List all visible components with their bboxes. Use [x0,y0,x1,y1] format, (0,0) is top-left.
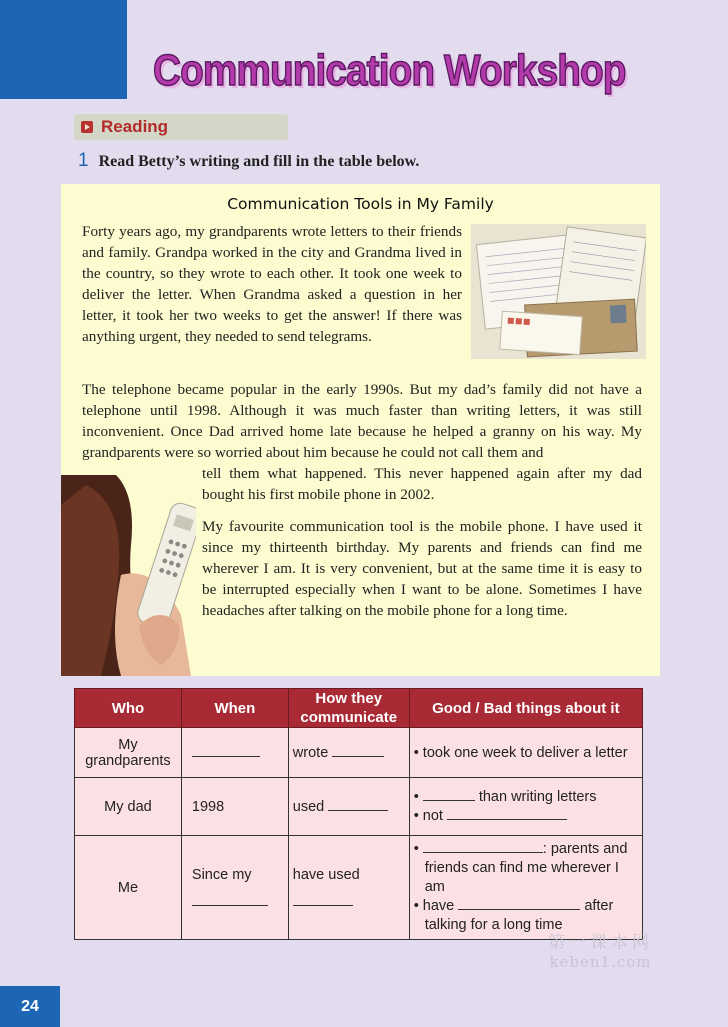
bullet-continuation: talking for a long time [424,917,563,933]
article-title: Communication Tools in My Family [227,195,494,213]
answer-blank[interactable] [192,744,260,757]
cell-how [288,836,409,940]
paragraph-dad-text: The telephone became popular in the early 1990s. But my dad’s family did not have a telephone until 1998. Although it was much faster than writing letters, it was still inconvenient. Once Dad arrived home late because he helped a granny on his way. My grandparents were so worried about him because he could not call them and [82,381,642,461]
answer-blank[interactable] [447,807,567,820]
paragraph-me: My favourite communication tool is the mobile phone. I have used it since my thirteenth birthday. My parents and friends can find me wherever I am. It is very convenient, but at the same time it is easy to be interrupted especially when I want to be alone. Sometimes I have headaches after talking on the mobile phone for a long time. [202,518,642,619]
corner-color-block [0,0,127,99]
cell-how-text: wrote [292,745,329,761]
paragraph-grandparents: Forty years ago, my grandparents wrote letters to their friends and family. Grandpa worked in the city and Grandma lived in the country, so they wrote to each other. It took one week to deliver the letter. When Grandma asked a question in her letter, it took her two weeks to get the answer! If there was anything urgent, they needed to send telegrams. [82,223,462,345]
answer-blank[interactable] [458,897,580,910]
cell-good-bad [409,778,642,836]
girl-phone-photo [61,475,196,676]
fill-in-table [74,688,643,940]
cell-when-text: 1998 [191,798,225,815]
cell-good-bad: • took one week to deliver a letter [409,728,642,778]
page-number: 24 [0,986,60,1027]
col-header-who: Who [75,689,182,728]
cell-when [181,836,288,940]
answer-blank[interactable] [332,744,384,757]
cell-who: Me [75,836,182,940]
cell-how-text: used [292,799,325,815]
bullet-text: • have [413,898,455,914]
bullet-line [414,897,638,916]
bullet-line [414,788,638,807]
answer-blank[interactable] [192,893,268,906]
cell-how [288,728,409,778]
table-row [75,728,643,778]
answer-blank[interactable] [293,893,353,906]
bullet-mark: • [413,788,419,805]
cell-when [181,778,288,836]
col-header-how: How they communicate [288,689,409,728]
bullet-text: • not [413,807,443,824]
task-instruction [78,150,419,172]
section-header [74,114,288,140]
page-title: Communication Workshop [153,46,626,95]
answer-blank[interactable] [423,788,475,801]
cell-who: My grandparents [75,728,182,778]
paragraph-dad-continued: tell them what happened. This never happened again after my dad bought his first mobile phone in 2002. [202,465,642,503]
bullet-line: • : parents and [413,841,628,857]
table-row [75,836,643,940]
answer-blank[interactable] [328,798,388,811]
article-box [61,184,660,676]
cell-how [288,778,409,836]
watermark-url: keben1.com [549,953,652,971]
cell-when-text: Since my [191,867,252,883]
table-header-row [75,689,643,728]
answer-blank[interactable] [423,840,543,853]
bullet-text: : parents and [542,841,628,857]
watermark-cn: 第一课本网 [548,933,653,953]
col-header-good-bad: Good / Bad things about it [409,689,642,728]
cell-who: My dad [75,778,182,836]
bullet-text: than writing letters [478,788,597,805]
cell-how-text: have used [292,867,360,883]
letters-photo [471,224,646,359]
watermark [548,928,653,971]
col-header-when: When [181,689,288,728]
bullet-text: after [584,898,614,914]
section-label: Reading [101,117,169,136]
bullet-line [414,807,638,826]
task-number: 1 [78,150,89,171]
bullet-continuation: friends can find me wherever I am [424,860,619,895]
play-icon [81,121,93,133]
table-row [75,778,643,836]
cell-when [181,728,288,778]
cell-good-bad [409,836,642,940]
task-text: Read Betty’s writing and fill in the table below. [98,153,420,170]
